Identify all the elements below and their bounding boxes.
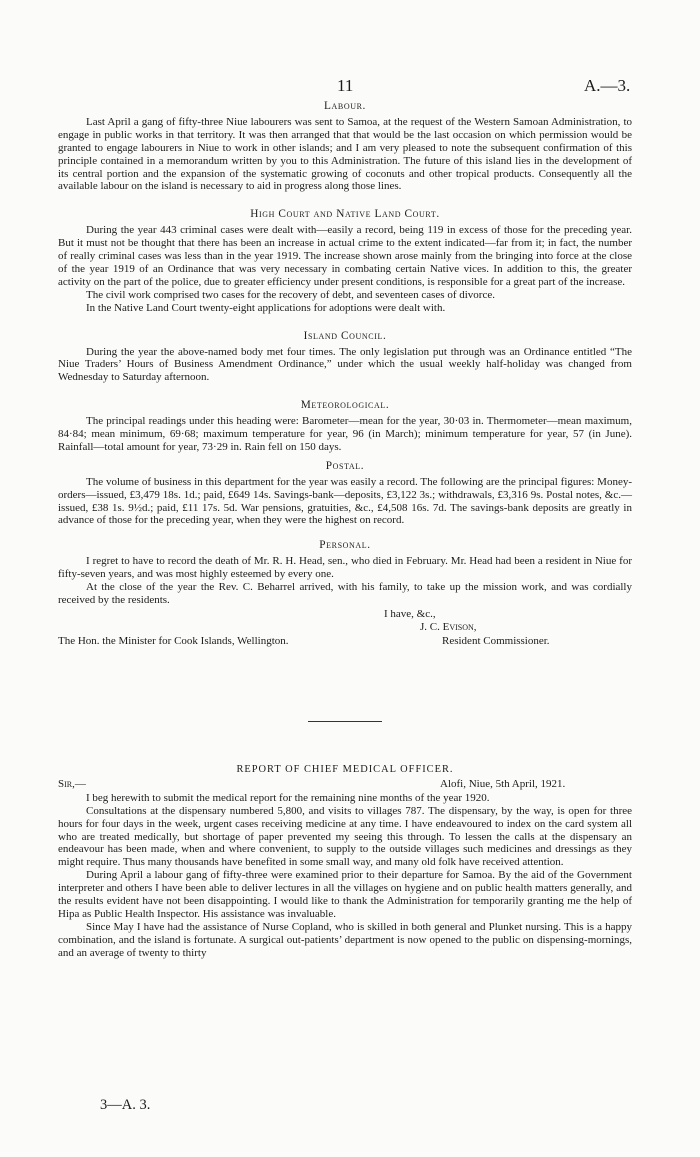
heading-personal: Personal.: [319, 539, 371, 552]
personal-paragraph-1: I regret to have to record the death of Mr. R. H. Head, sen., who died in February. Mr. Head had been a resident in Niue for fifty-seven years, and was most highly esteemed by every one.: [58, 555, 632, 581]
heading-labour: Labour.: [324, 100, 366, 112]
section-divider: [308, 721, 382, 722]
document-reference: A.—3.: [584, 76, 631, 95]
heading-court: High Court and Native Land Court.: [250, 208, 440, 221]
footer-signature-mark: 3—A. 3.: [100, 1097, 151, 1113]
heading-postal: Postal.: [325, 459, 365, 472]
postal-paragraph: The volume of business in this department for the year was easily a record. The following are the principal figures: Money-orders—issued, £3,479 18s. 1d.; paid, £649 14s. Savings-bank—deposits, £3,122 3s.; withdrawals, £3,316 9s. Postal notes, &c.—issued, £38 1s. 9½d.; paid, £11 17s. 5d. War pensions, gratuities, &c., £4,508 16s. 7d. The savings-bank deposits are greatly in advance of those for the preceding year, when they were the highest on record.: [58, 475, 632, 527]
signature-closing: I have, &c.,: [384, 607, 436, 620]
dateline: Alofi, Niue, 5th April, 1921.: [440, 777, 566, 790]
meteorological-paragraph: The principal readings under this heading were: Barometer—mean for the year, 30·03 in. Thermometer—mean maximum, 84·84; mean minimum, 69·68; maximum temperature for year, 96 (in March); minimum temperature for year, 57 (in June). Rainfall—total amount for year, 73·29 in. Rain fell on 150 days.: [58, 415, 632, 453]
court-paragraph-3: In the Native Land Court twenty-eight applications for adoptions were dealt with.: [86, 301, 446, 314]
salutation-line: [58, 778, 632, 792]
medical-report-title: REPORT OF CHIEF MEDICAL OFFICER.: [236, 763, 454, 775]
labour-paragraph: Last April a gang of fifty-three Niue labourers was sent to Samoa, at the request of the Western Samoan Administration, to engage in public works in that territory. It was then arranged that that would be the last occasion on which permission would be granted to engage labourers in Niue to work in other islands; and I am very pleased to note the subsequent confirmation of this principle contained in a memorandum written by you to this Administration. The future of this island lies in the development of its central portion and the expansion of the systematic growing of coconuts and other tropical products. Consequently all the available labour on the island is necessary to aid in progress along those lines.: [58, 115, 632, 193]
court-paragraph-2: The civil work comprised two cases for the recovery of debt, and seventeen cases of divorce.: [86, 288, 495, 301]
medical-paragraph-4: Since May I have had the assistance of Nurse Copland, who is skilled in both general and Plunket nursing. This is a happy combination, and the island is fortunate. A surgical out-patients’ department is now opened to the public on dispensing-mornings, and an average of twenty to thirty: [58, 920, 632, 959]
signature-title: Resident Commissioner.: [442, 634, 550, 647]
heading-island-council: Island Council.: [303, 329, 387, 342]
medical-paragraph-2: Consultations at the dispensary numbered 5,800, and visits to villages 787. The dispensary, by the way, is open for three hours for four days in the week, urgent cases receiving medicine at any time. I have endeavoured to index on the card system all who are treated medically, but shortage of paper prevented my seeing this through. To lessen the calls at the dispensary an endeavour has been made, when and where convenient, to supply to the outside villages such medicines and dressings as they might require. Thus many thousands have benefited in some small way, and many old folk have received attention.: [58, 804, 632, 869]
medical-paragraph-3: During April a labour gang of fifty-three were examined prior to their departure for Samoa. By the aid of the Government interpreter and others I have been able to deliver lectures in all the villages on hygiene and on public health matters generally, and the results evident have not been disappointing. I would like to thank the Administration for temporarily granting me the help of Hipa as Public Health Inspector. His assistance was invaluable.: [58, 869, 632, 920]
heading-meteorological: Meteorological.: [300, 399, 390, 412]
signature-addressee: The Hon. the Minister for Cook Islands, Wellington.: [58, 634, 289, 647]
salutation: Sir,—: [58, 777, 86, 790]
page-number: 11: [337, 76, 354, 95]
signature-name: J. C. Evison,: [420, 620, 477, 633]
page-body: [58, 100, 632, 960]
personal-paragraph-2: At the close of the year the Rev. C. Beharrel arrived, with his family, to take up the mission work, and was cordially received by the residents.: [58, 581, 632, 606]
medical-paragraph-1: I beg herewith to submit the medical report for the remaining nine months of the year 1920.: [86, 791, 490, 804]
court-paragraph-1: During the year 443 criminal cases were dealt with—easily a record, being 119 in excess of those for the preceding year. But it must not be thought that there has been an increase in actual crime to the extent indicated—far from it; in fact, the number of really criminal cases was less than in the year 1919. The increase shown arose mainly from the bringing into force at the close of the year 1919 of an Ordinance that was very necessary in combating certain Native vices. In addition to this, the greater activity on the part of the police, due to greater efficiency under present conditions, is responsible for a great part of the increase.: [58, 224, 632, 288]
signature-block: [58, 607, 632, 659]
council-paragraph: During the year the above-named body met four times. The only legislation put through was an Ordinance entitled “The Niue Traders’ Hours of Business Amendment Ordinance,” under which the usual weekly half-holiday was changed from Wednesday to Saturday afternoon.: [58, 345, 632, 384]
